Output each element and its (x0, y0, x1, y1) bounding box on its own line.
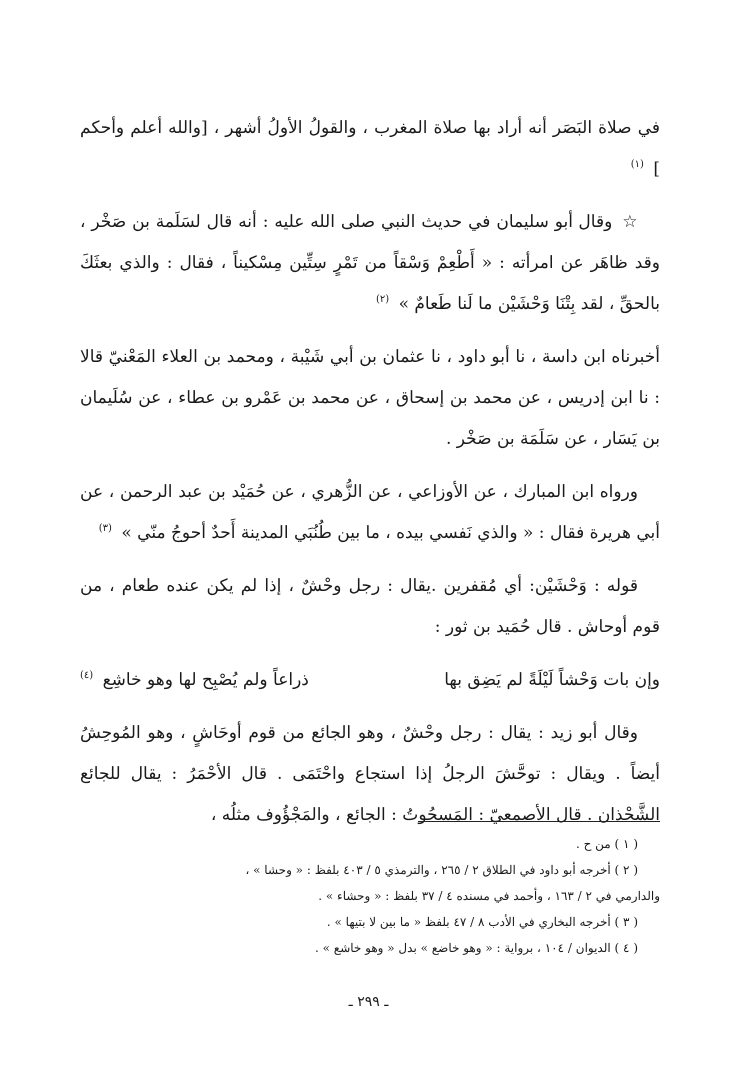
paragraph-text: ورواه ابن المبارك ، عن الأوزاعي ، عن الزُّهري ، عن حُمَيْد بن عبد الرحمن ، عن أبي هريرة فقال : « والذي نَفسي بيده ، ما بين طُنُبَي المدينة أَحدٌ أحوجُ منّي » (80, 482, 660, 543)
paragraph-2 (80, 202, 660, 325)
paragraph-text: أخبرناه ابن داسة ، نا أبو داود ، نا عثمان بن أبي شَيْبة ، ومحمد بن العلاء المَعْنيّ قالا : نا ابن إدريس ، عن محمد بن إسحاق ، عن محمد بن عَمْرو بن عطاء ، عن سُلَيمان بن يَسَار ، عن سَلَمَة بن صَخْر . (80, 347, 660, 449)
footnote-ref: (١) (630, 159, 644, 171)
star-icon: ☆ (622, 212, 638, 232)
footnote-ref: (٤) (80, 670, 94, 682)
footnote-divider (418, 821, 660, 822)
footnote-ref: (٣) (98, 523, 112, 535)
paragraph-4 (80, 472, 660, 554)
footnote-4: ( ٤ ) الديوان / ١٠٤ ، برواية : « وهو خاضع » بدل « وهو خاشع » . (315, 941, 638, 955)
poetry-verse (80, 660, 660, 701)
page-number: ـ ٢٩٩ ـ (348, 994, 389, 1010)
paragraph-1 (80, 108, 660, 190)
paragraph-text: في صلاة البَصَر أنه أراد بها صلاة المغرب ، والقولُ الأولُ أشهر ، [والله أعلم وأحكم ] (80, 118, 660, 179)
paragraph-text: قوله : وَحْشَيْن: أي مُقفرين .يقال : رجل وحْشٌ ، إذا لم يكن عنده طعام ، من قوم أوحاش . قال حُمَيد بن ثور : (80, 576, 660, 637)
footnote-2-continued: والدارمي في ٢ / ١٦٣ ، وأحمد في مسنده ٤ / ٣٧ بلفظ : « وحشاء » . (318, 889, 660, 903)
footnote-3: ( ٣ ) أخرجه البخاري في الأدب ٨ / ٤٧ بلفظ « ما بين لا بتيها » . (326, 915, 638, 929)
footnote-2: ( ٢ ) أخرجه أبو داود في الطلاق ٢ / ٢٦٥ ، والترمذي ٥ / ٤٠٣ بلفظ : « وحشا » ، (245, 863, 638, 877)
paragraph-3 (80, 337, 660, 460)
verse-first-hemistich: وإن بات وَحْشاً لَيْلَةً لم يَضِق بها (444, 670, 660, 690)
footnote-ref: (٢) (376, 294, 390, 306)
paragraph-text: وقال أبو زيد : يقال : رجل وحْشٌ ، وهو الجائع من قوم أوحَاشٍ ، وهو المُوحِشُ أيضاً . ويقال : توحَّشَ الرجلُ إذا استجاع واحْتَمَى . قال الأحْمَرُ : يقال للجائع الشَّحْذان . قال الأصمعيّ : المَسحُوتُ : الجائع ، والمَجْؤُوف مثلُه ، (80, 723, 660, 825)
verse-second-hemistich (80, 660, 309, 701)
footnote-1: ( ١ ) من ح . (575, 837, 638, 851)
verse-second-text: ذراعاً ولم يُصْبِح لها وهو خاشِع (102, 670, 309, 690)
main-text (80, 108, 660, 848)
paragraph-6 (80, 713, 660, 836)
paragraph-5 (80, 566, 660, 648)
paragraph-text: وقال أبو سليمان في حديث النبي صلى الله عليه : أنه قال لسَلَمة بن صَخْر ، وقد ظاهَر عن امرأته : « أَطْعِمْ وَسْقاً من تَمْرٍ سِتِّين مِسْكيناً ، فقال : والذي بعثَكَ بالحقِّ ، لقد بِتْنَا وَحْشَيْن ما لَنا طَعامٌ » (80, 212, 660, 314)
footnotes (80, 831, 660, 961)
